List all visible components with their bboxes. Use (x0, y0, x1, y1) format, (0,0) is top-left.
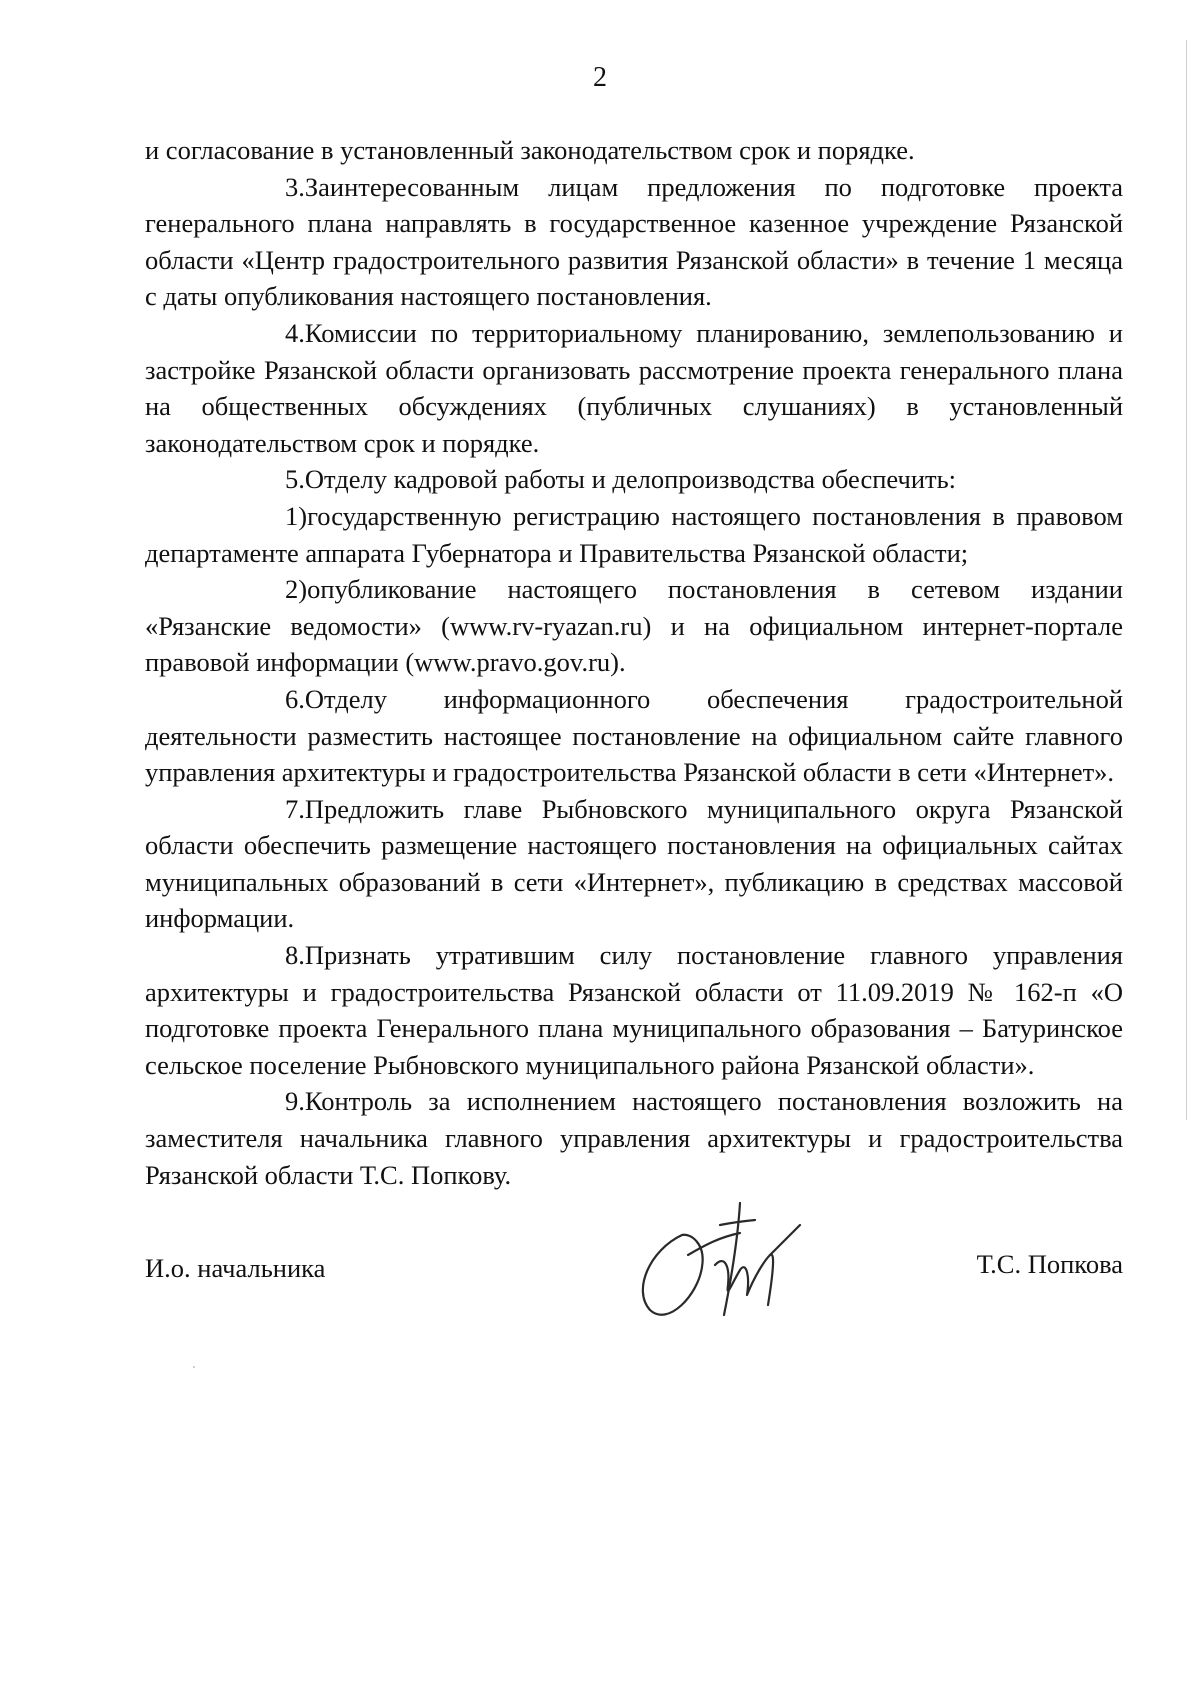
paragraph-text: Отделу информационного обеспечения градостроительной деятельности разместить настоящее постановление на официальном сайте главного управления архитектуры и градостроительства Рязанской области в сети «Интернет». (145, 683, 1123, 788)
document-body (145, 132, 1123, 1193)
paragraph-text: Контроль за исполнением настоящего постановления возложить на заместителя начальника главного управления архитектуры и градостроительства Рязанской области Т.С. Попкову. (145, 1086, 1123, 1190)
scan-edge-line (1186, 40, 1187, 1120)
paragraph-text: Признать утратившим силу постановление главного управления архитектуры и градостроительства Рязанской области от 11.09.2019 № 162-п «О подготовке проекта Генерального плана муниципального образования – Батуринское сельское поселение Рыбновского муниципального района Рязанской области». (145, 940, 1123, 1080)
paragraph-text: Комиссии по территориальному планированию, землепользованию и застройке Рязанской области организовать рассмотрение проекта генерального плана на общественных обсуждениях (публичных слушаниях) в установленный законодательством срок и порядке. (145, 317, 1123, 458)
paragraph-5 (145, 461, 1123, 498)
paragraph-number: 2) (285, 574, 308, 605)
paragraph-number: 6. (285, 683, 305, 714)
paragraph-7 (145, 791, 1123, 937)
paragraph-3 (145, 169, 1123, 315)
page-number: 2 (593, 62, 607, 93)
subparagraph-2 (145, 571, 1123, 681)
signatory-name: Т.С. Попкова (976, 1249, 1123, 1279)
paragraph-4 (145, 315, 1123, 461)
paragraph-8 (145, 937, 1123, 1083)
paragraph-number: 8. (285, 940, 305, 971)
paragraph-number: 4. (285, 317, 305, 348)
paragraph-6 (145, 681, 1123, 791)
paragraph-text: Предложить главе Рыбновского муниципального округа Рязанской области обеспечить размещение настоящего постановления на официальных сайтах муниципальных образований в сети «Интернет», публикацию в средствах массовой информации. (145, 793, 1123, 934)
signatory-position: И.о. начальника (145, 1253, 326, 1283)
scan-dot (193, 1366, 195, 1368)
paragraph-text: государственную регистрацию настоящего постановления в правовом департаменте аппарата Губернатора и Правительства Рязанской области; (145, 500, 1123, 568)
paragraph-number: 3. (285, 171, 305, 202)
paragraph-text: опубликование настоящего постановления в сетевом издании «Рязанские ведомости» (www.rv-ryazan.ru) и на официальном интернет-портале правовой информации (www.pravo.gov.ru). (145, 574, 1123, 678)
handwritten-signature (620, 1195, 830, 1335)
paragraph-9 (145, 1083, 1123, 1193)
paragraph-number: 5. (285, 464, 305, 495)
subparagraph-1 (145, 498, 1123, 571)
paragraph-text: Отделу кадровой работы и делопроизводства обеспечить: (304, 464, 957, 495)
paragraph-number: 7. (285, 793, 305, 824)
paragraph-continuation (145, 132, 1123, 169)
paragraph-text: Заинтересованным лицам предложения по подготовке проекта генерального плана направлять в государственное казенное учреждение Рязанской области «Центр градостроительного развития Рязанской области» в течение 1 месяца с даты опубликования настоящего постановления. (145, 171, 1123, 312)
paragraph-number: 1) (285, 500, 308, 531)
paragraph-text: и согласование в установленный законодательством срок и порядке. (145, 135, 915, 165)
paragraph-number: 9. (285, 1086, 305, 1117)
